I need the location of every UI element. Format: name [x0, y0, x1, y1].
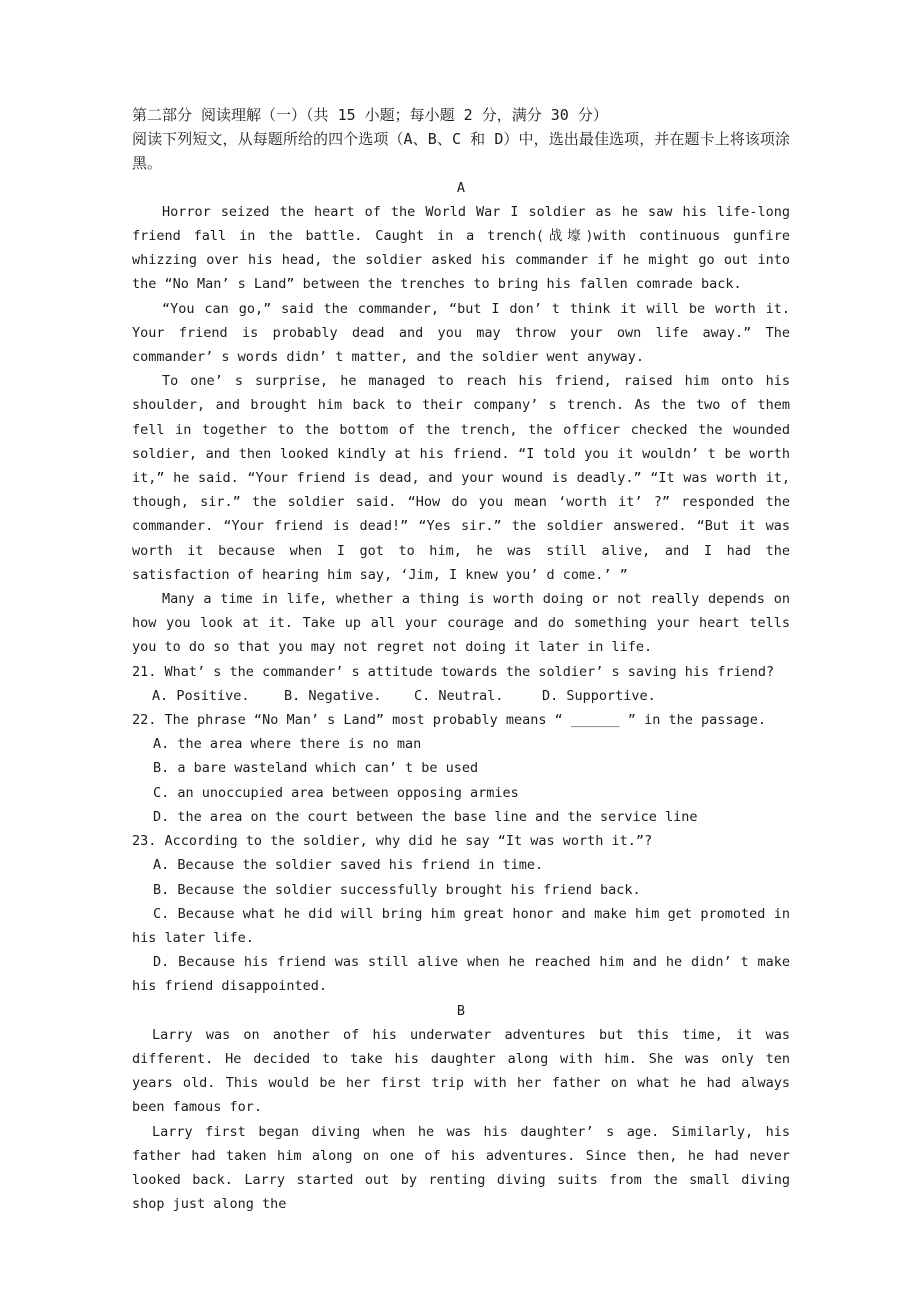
section-instructions: 阅读下列短文，从每题所给的四个选项（A、B、C 和 D）中，选出最佳选项，并在题卡上将该项涂黑。 — [132, 130, 790, 173]
passage-a-paragraph-4: Many a time in life, whether a thing is worth doing or not really depends on how you look at it. Take up all your courage and do something your heart tells you to do so that you may not regret not doing it later in life. — [132, 591, 790, 656]
passage-a-paragraph-2: “You can go,” said the commander, “but I don’ t think it will be worth it. Your friend is probably dead and you may throw your own life away.” The commander’ s words didn’ t matter, and the soldier went anyway. — [132, 300, 790, 366]
question-23-option-b: B. Because the soldier successfully brought his friend back. — [153, 881, 641, 898]
passage-a-paragraph-1: Horror seized the heart of the World War I soldier as he saw his life-long friend fall in the battle. Caught in a trench(战壕)with continuous gunfire whizzing over his head, the soldier asked his commander if he might go out into the “No Man’ s Land” between the trenches to bring his fallen comrade back. — [132, 203, 790, 293]
question-22-number: 22. — [132, 712, 157, 729]
question-23-number: 23. — [132, 833, 157, 850]
question-21-option-a: A. Positive. — [152, 687, 250, 704]
question-21-option-c: C. Neutral. — [414, 687, 504, 704]
question-22-option-c: C. an unoccupied area between opposing armies — [153, 784, 519, 801]
question-23-stem — [132, 829, 790, 853]
question-21-option-d: D. Supportive. — [542, 687, 656, 704]
question-22-stem — [132, 708, 790, 732]
passage-b-label: B — [456, 1002, 466, 1019]
question-22-text: The phrase “No Man’ s Land” most probably means “ ______ ” in the passage. — [164, 712, 766, 729]
question-21-number: 21. — [132, 663, 157, 680]
question-22-option-a: A. the area where there is no man — [153, 736, 422, 753]
passage-b-paragraph-2: Larry first began diving when he was his daughter’ s age. Similarly, his father had taken him along on one of his adventures. Since then, he had never looked back. Larry started out by renting diving suits from the small diving shop just along the — [132, 1123, 790, 1213]
passage-b-paragraph-1: Larry was on another of his underwater adventures but this time, it was different. He decided to take his daughter along with him. She was only ten years old. This would be her first trip with her father on what he had always been famous for. — [132, 1026, 790, 1116]
question-23-option-a: A. Because the soldier saved his friend in time. — [153, 857, 544, 874]
question-21-stem — [132, 660, 790, 684]
passage-a-label: A — [456, 179, 466, 196]
section-header: 第二部分 阅读理解（一）（共 15 小题；每小题 2 分，满分 30 分） — [132, 106, 608, 124]
question-23-text: According to the soldier, why did he say “It was worth it.”? — [164, 833, 653, 850]
passage-a-paragraph-3: To one’ s surprise, he managed to reach his friend, raised him onto his shoulder, and brought him back to their company’ s trench. As the two of them fell in together to the bottom of the trench, the officer checked the wounded soldier, and then looked kindly at his friend. “I told you it wouldn’ t be worth it,” he said. “Your friend is dead, and your wound is deadly.” “It was worth it, though, sir.” the soldier said. “How do you mean ‘worth it’ ?” responded the commander. “Your friend is dead!” “Yes sir.” the soldier answered. “But it was worth it because when I got to him, he was still alive, and I had the satisfaction of hearing him say, ‘Jim, I knew you’ d come.’ ” — [132, 373, 790, 583]
exam-document — [132, 103, 790, 1216]
question-23-option-c: C. Because what he did will bring him great honor and make him get promoted in his later life. — [132, 905, 790, 946]
question-23-option-d: D. Because his friend was still alive when he reached him and he didn’ t make his friend disappointed. — [132, 954, 790, 995]
question-21-options — [132, 684, 790, 708]
question-22-option-b: B. a bare wasteland which can’ t be used — [153, 760, 479, 777]
question-21-text: What’ s the commander’ s attitude towards the soldier’ s saving his friend? — [164, 663, 775, 680]
question-21-option-b: B. Negative. — [284, 687, 382, 704]
question-22-option-d: D. the area on the court between the base line and the service line — [153, 808, 698, 825]
